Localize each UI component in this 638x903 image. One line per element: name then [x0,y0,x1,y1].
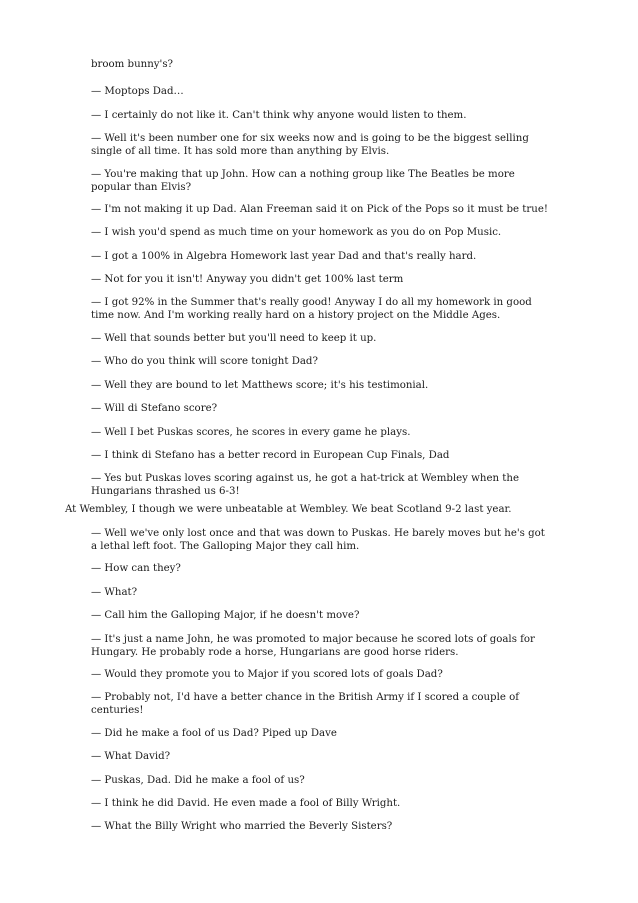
paragraph-16: — I think di Stefano has a better record in European Cup Finals, Dad [91,450,450,461]
paragraph-19: — Well we've only lost once and that was down to Puskas. He barely moves but he's got a lethal left foot. The Galloping Major they call him. [91,528,545,553]
paragraph-24: — Would they promote you to Major if you scored lots of goals Dad? [91,669,443,680]
paragraph-12: — Who do you think will score tonight Dad? [91,356,318,367]
paragraph-15: — Well I bet Puskas scores, he scores in every game he plays. [91,427,411,438]
paragraph-23: — It's just a name John, he was promoted to major because he scored lots of goals for Hungary. He probably rode a horse, Hungarians are good horse riders. [91,634,535,659]
paragraph-29: — I think he did David. He even made a fool of Billy Wright. [91,798,401,809]
paragraph-11: — Well that sounds better but you'll need to keep it up. [91,333,377,344]
paragraph-22: — Call him the Galloping Major, if he doesn't move? [91,610,360,621]
paragraph-3: — I certainly do not like it. Can't think why anyone would listen to them. [91,110,467,121]
paragraph-30: — What the Billy Wright who married the Beverly Sisters? [91,821,393,832]
paragraph-2: — Moptops Dad… [91,86,184,97]
paragraph-28: — Puskas, Dad. Did he make a fool of us? [91,775,305,786]
paragraph-18: At Wembley, I though we were unbeatable at Wembley. We beat Scotland 9-2 last year. [65,504,512,515]
paragraph-9: — Not for you it isn't! Anyway you didn't get 100% last term [91,274,404,285]
paragraph-13: — Well they are bound to let Matthews score; it's his testimonial. [91,380,429,391]
paragraph-6: — I'm not making it up Dad. Alan Freeman said it on Pick of the Pops so it must be true! [91,204,548,215]
paragraph-27: — What David? [91,751,171,762]
paragraph-14: — Will di Stefano score? [91,403,218,414]
paragraph-21: — What? [91,587,138,598]
paragraph-20: — How can they? [91,563,181,574]
paragraph-1: broom bunny's? [91,59,174,70]
paragraph-17: — Yes but Puskas loves scoring against us, he got a hat-trick at Wembley when the Hungarians thrashed us 6-3! [91,473,519,498]
paragraph-4: — Well it's been number one for six weeks now and is going to be the biggest selling single of all time. It has sold more than anything by Elvis. [91,133,529,158]
paragraph-5: — You're making that up John. How can a nothing group like The Beatles be more popular than Elvis? [91,169,515,194]
paragraph-8: — I got a 100% in Algebra Homework last year Dad and that's really hard. [91,251,477,262]
paragraph-7: — I wish you'd spend as much time on your homework as you do on Pop Music. [91,227,502,238]
paragraph-26: — Did he make a fool of us Dad? Piped up Dave [91,728,337,739]
paragraph-10: — I got 92% in the Summer that's really good! Anyway I do all my homework in good time now. And I'm working really hard on a history project on the Middle Ages. [91,297,532,322]
paragraph-25: — Probably not, I'd have a better chance in the British Army if I scored a couple of centuries! [91,692,519,717]
